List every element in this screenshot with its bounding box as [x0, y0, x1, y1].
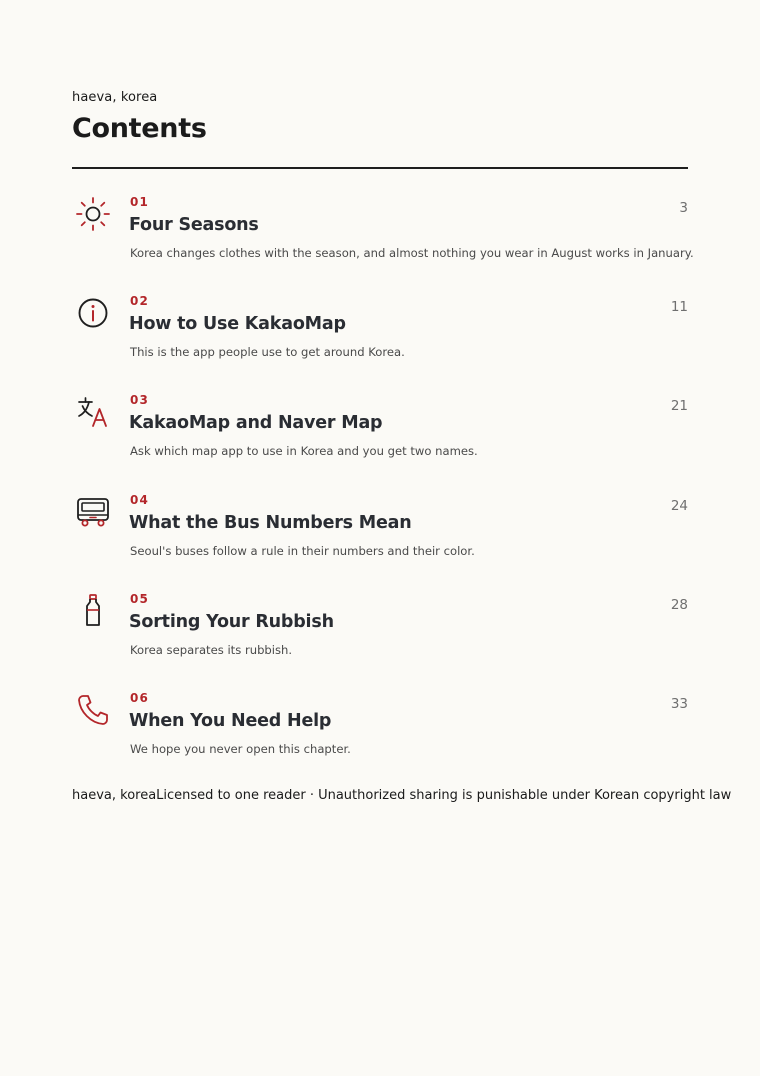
page-number: 21: [670, 398, 688, 415]
title-divider: [72, 167, 688, 169]
toc-entry-help[interactable]: [72, 689, 688, 788]
bus-icon: [74, 493, 112, 531]
toc-entry-map-apps[interactable]: [72, 391, 688, 490]
info-icon: [74, 294, 112, 332]
chapter-description: This is the app people use to get around Korea.: [130, 345, 405, 360]
page-number: 33: [670, 695, 688, 712]
bottle-icon: [74, 592, 112, 630]
chapter-title: Four Seasons: [129, 215, 259, 235]
chapter-description: Ask which map app to use in Korea and you get two names.: [130, 444, 478, 459]
toc-entry-kakaomap-howto[interactable]: [72, 292, 688, 391]
sun-icon: [74, 195, 112, 233]
page-number: 28: [670, 596, 688, 613]
chapter-description: Seoul's buses follow a rule in their numbers and their color.: [130, 543, 475, 558]
chapter-number: 01: [130, 195, 150, 209]
chapter-description: Korea separates its rubbish.: [130, 642, 293, 657]
footer-brand: haeva, korea: [72, 788, 157, 803]
page-number: 3: [679, 200, 688, 216]
chapter-title: KakaoMap and Naver Map: [129, 413, 383, 434]
chapter-number: 04: [130, 492, 150, 507]
chapter-number: 02: [130, 294, 150, 309]
chapter-description: We hope you never open this chapter.: [130, 741, 351, 756]
chapter-title: Sorting Your Rubbish: [129, 611, 334, 632]
chapter-title: What the Bus Numbers Mean: [129, 512, 412, 533]
brand-name: haeva, korea: [72, 90, 158, 105]
contents-list: [72, 193, 694, 788]
toc-entry-bus-numbers[interactable]: [72, 491, 688, 590]
translate-icon: [74, 393, 112, 431]
chapter-number: 06: [130, 690, 150, 705]
toc-entry-four-seasons[interactable]: [72, 193, 694, 292]
footer: [72, 788, 731, 803]
chapter-number: 03: [130, 393, 150, 408]
chapter-description: Korea changes clothes with the season, and almost nothing you wear in August works in January.: [130, 246, 694, 260]
page-title: Contents: [72, 113, 207, 144]
chapter-title: When You Need Help: [129, 710, 332, 731]
page-number: 11: [670, 299, 688, 316]
phone-icon: [74, 691, 112, 729]
chapter-title: How to Use KakaoMap: [129, 314, 346, 335]
toc-entry-rubbish[interactable]: [72, 590, 688, 689]
chapter-number: 05: [130, 591, 150, 606]
license-notice: Licensed to one reader · Unauthorized sharing is punishable under Korean copyright law: [156, 788, 732, 803]
page-number: 24: [670, 497, 688, 514]
